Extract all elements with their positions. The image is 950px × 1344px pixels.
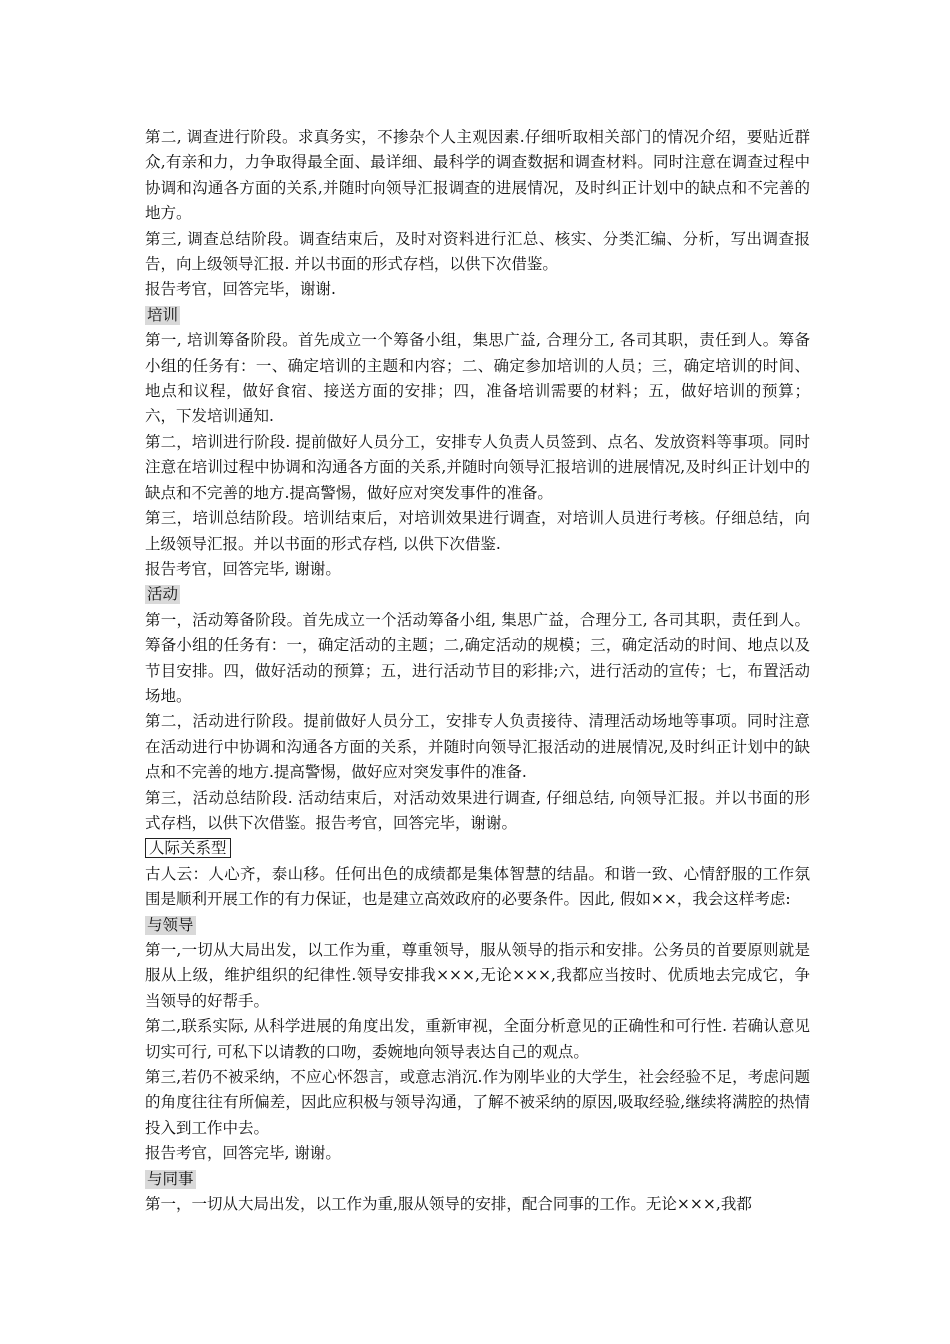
interpersonal-intro: 古人云：人心齐，泰山移。任何出色的成绩都是集体智慧的结晶。和谐一致、心情舒服的工作氛围是顺利开展工作的有力保证，也是建立高效政府的必要条件。因此, 假如××，我会这样考虑: [145,864,810,909]
training-closing: 报告考官，回答完毕, 谢谢。 [145,559,341,578]
survey-stage-3: 第三, 调查总结阶段。调查结束后，及时对资料进行汇总、核实、分类汇编、分析，写出调查报告，向上级领导汇报. 并以书面的形式存档，以供下次借鉴。 [145,229,810,274]
heading-with-colleague-label: 与同事 [147,1169,194,1188]
heading-interpersonal-label: 人际关系型 [145,838,231,858]
leader-closing: 报告考官，回答完毕, 谢谢。 [145,1144,341,1163]
leader-point-3: 第三,若仍不被采纳，不应心怀怨言，或意志消沉.作为刚毕业的大学生，社会经验不足，考虑问题的角度往往有所偏差，因此应积极与领导沟通，了解不被采纳的原因,吸取经验,继续将满腔的热情投入到工作中去。 [145,1068,810,1137]
leader-point-2: 第二,联系实际, 从科学进展的角度出发，重新审视，全面分析意见的正确性和可行性. 若确认意见切实可行, 可私下以请教的口吻，委婉地向领导表达自己的观点。 [145,1017,810,1061]
heading-activity [145,582,810,607]
heading-training-label: 培训 [147,305,179,324]
training-stage-3: 第三，培训总结阶段。培训结束后，对培训效果进行调查，对培训人员进行考核。仔细总结，向上级领导汇报。并以书面的形式存档, 以供下次借鉴. [145,509,810,553]
leader-point-1: 第一,一切从大局出发，以工作为重，尊重领导，服从领导的指示和安排。公务员的首要原则就是服从上级，维护组织的纪律性.领导安排我×××,无论×××,我都应当按时、优质地去完成它，争当领导的好帮手。 [145,941,810,1010]
activity-stage-1: 第一，活动筹备阶段。首先成立一个活动筹备小组, 集思广益，合理分工, 各司其职，责任到人。筹备小组的任务有：一，确定活动的主题；二,确定活动的规模；三，确定活动的时间、地点以及节目安排。四，做好活动的预算；五，进行活动节目的彩排;六，进行活动的宣传；七，布置活动场地。 [145,610,810,705]
survey-closing: 报告考官，回答完毕，谢谢. [145,280,336,299]
activity-stage-2: 第二，活动进行阶段。提前做好人员分工，安排专人负责接待、清理活动场地等事项。同时注意在活动进行中协调和沟通各方面的关系，并随时向领导汇报活动的进展情况,及时纠正计划中的缺点和不完善的地方.提高警惕，做好应对突发事件的准备. [145,712,810,782]
heading-with-leader-label: 与领导 [147,915,194,934]
colleague-point-1: 第一，一切从大局出发，以工作为重,服从领导的安排，配合同事的工作。无论×××,我都 [145,1195,752,1214]
activity-stage-3: 第三，活动总结阶段. 活动结束后，对活动效果进行调查, 仔细总结, 向领导汇报。并以书面的形式存档，以供下次借鉴。报告考官，回答完毕，谢谢。 [145,788,810,832]
heading-with-leader [145,913,810,938]
heading-interpersonal [145,836,810,861]
heading-training [145,303,810,328]
survey-stage-2: 第二, 调查进行阶段。求真务实，不掺杂个人主观因素.仔细听取相关部门的情况介绍，要贴近群众,有亲和力，力争取得最全面、最详细、最科学的调查数据和调查材料。同时注意在调查过程中协调和沟通各方面的关系,并随时向领导汇报调查的进展情况，及时纠正计划中的缺点和不完善的地方。 [145,128,810,223]
heading-with-colleague [145,1167,810,1192]
training-stage-1: 第一, 培训筹备阶段。首先成立一个筹备小组，集思广益, 合理分工, 各司其职，责任到人。筹备小组的任务有：一、确定培训的主题和内容；二、确定参加培训的人员；三，确定培训的时间、地点和议程，做好食宿、接送方面的安排；四，准备培训需要的材料；五，做好培训的预算；六，下发培训通知. [145,331,810,426]
document-body [145,125,810,1217]
heading-activity-label: 活动 [147,585,179,604]
training-stage-2: 第二，培训进行阶段. 提前做好人员分工，安排专人负责人员签到、点名、发放资料等事项。同时注意在培训过程中协调和沟通各方面的关系,并随时向领导汇报培训的进展情况,及时纠正计划中的缺点和不完善的地方.提高警惕，做好应对突发事件的准备。 [145,432,810,502]
